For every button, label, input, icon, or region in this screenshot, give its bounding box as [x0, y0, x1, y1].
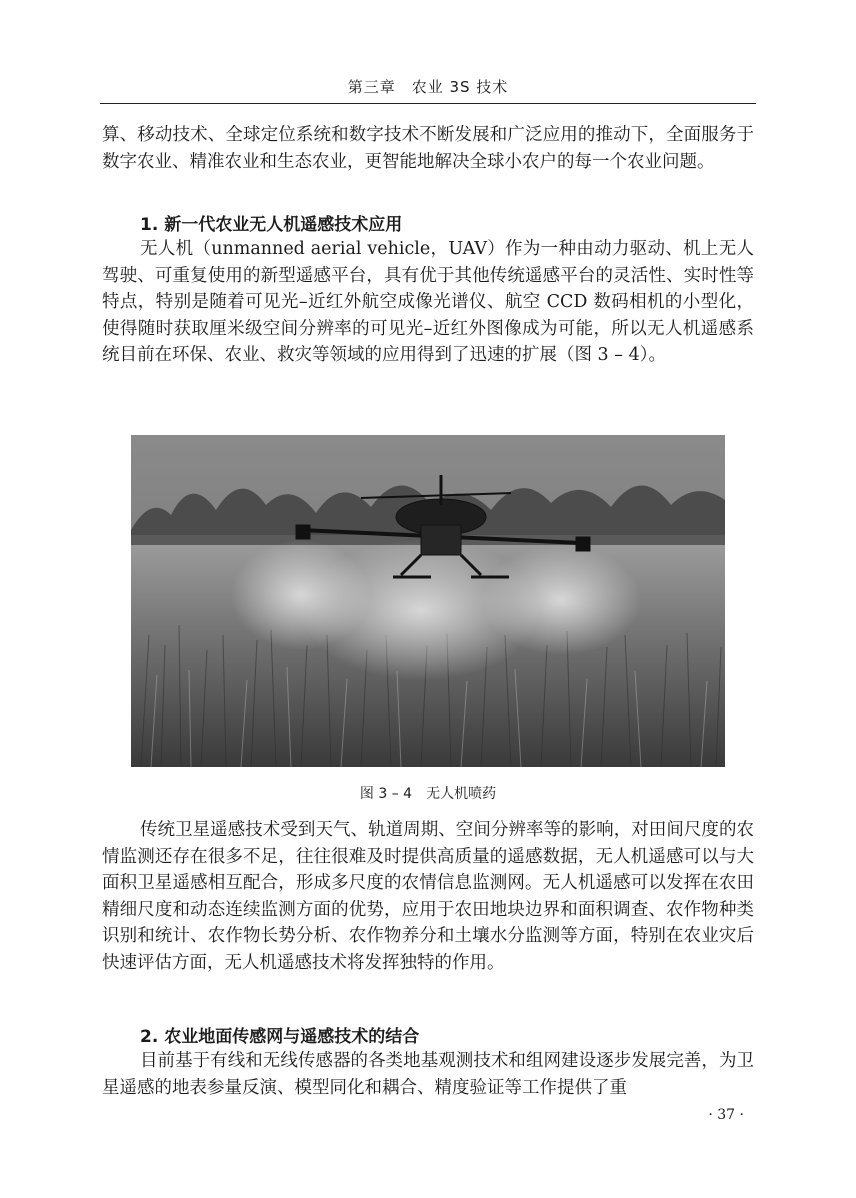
section-heading-uav: 1. 新一代农业无人机遥感技术应用 [140, 215, 403, 235]
page-number: · 37 · [708, 1107, 744, 1123]
uav-spraying-photo [131, 435, 725, 767]
figure-uav-spraying [131, 435, 725, 767]
figure-caption: 图 3 – 4 无人机喷药 [359, 786, 497, 802]
header-rule [100, 103, 756, 104]
section-heading-ground-sensors: 2. 农业地面传感网与遥感技术的结合 [140, 1027, 420, 1047]
running-header: 第三章 农业 3S 技术 [347, 78, 509, 96]
paragraph-uav-intro: 无人机（unmanned aerial vehicle，UAV）作为一种由动力驱动、机上无人驾驶、可重复使用的新型遥感平台，具有优于其他传统遥感平台的灵活性、实时性等特点，特别是随着可见光–近红外航空成像光谱仪、航空 CCD 数码相机的小型化，使得随时获取厘米级空间分辨率的可见光–近红外图像成为可能，所以无人机遥感系统目前在环保、农业、救灾等领域的应用得到了迅速的扩展（图 3 – 4）。 [102, 239, 754, 365]
paragraph-satellite-vs-uav: 传统卫星遥感技术受到天气、轨道周期、空间分辨率等的影响，对田间尺度的农情监测还存在很多不足，往往很难及时提供高质量的遥感数据，无人机遥感可以与大面积卫星遥感相互配合，形成多尺度的农情信息监测网。无人机遥感可以发挥在农田精细尺度和动态连续监测方面的优势，应用于农田地块边界和面积调查、农作物种类识别和统计、农作物长势分析、农作物养分和土壤水分监测等方面，特别在农业灾后快速评估方面，无人机遥感技术将发挥独特的作用。 [102, 820, 754, 973]
paragraph-continuation: 算、移动技术、全球定位系统和数字技术不断发展和广泛应用的推动下，全面服务于数字农业、精准农业和生态农业，更智能地解决全球小农户的每一个农业问题。 [102, 125, 754, 172]
paragraph-ground-sensors: 目前基于有线和无线传感器的各类地基观测技术和组网建设逐步发展完善，为卫星遥感的地表参量反演、模型同化和耦合、精度验证等工作提供了重 [102, 1051, 754, 1098]
